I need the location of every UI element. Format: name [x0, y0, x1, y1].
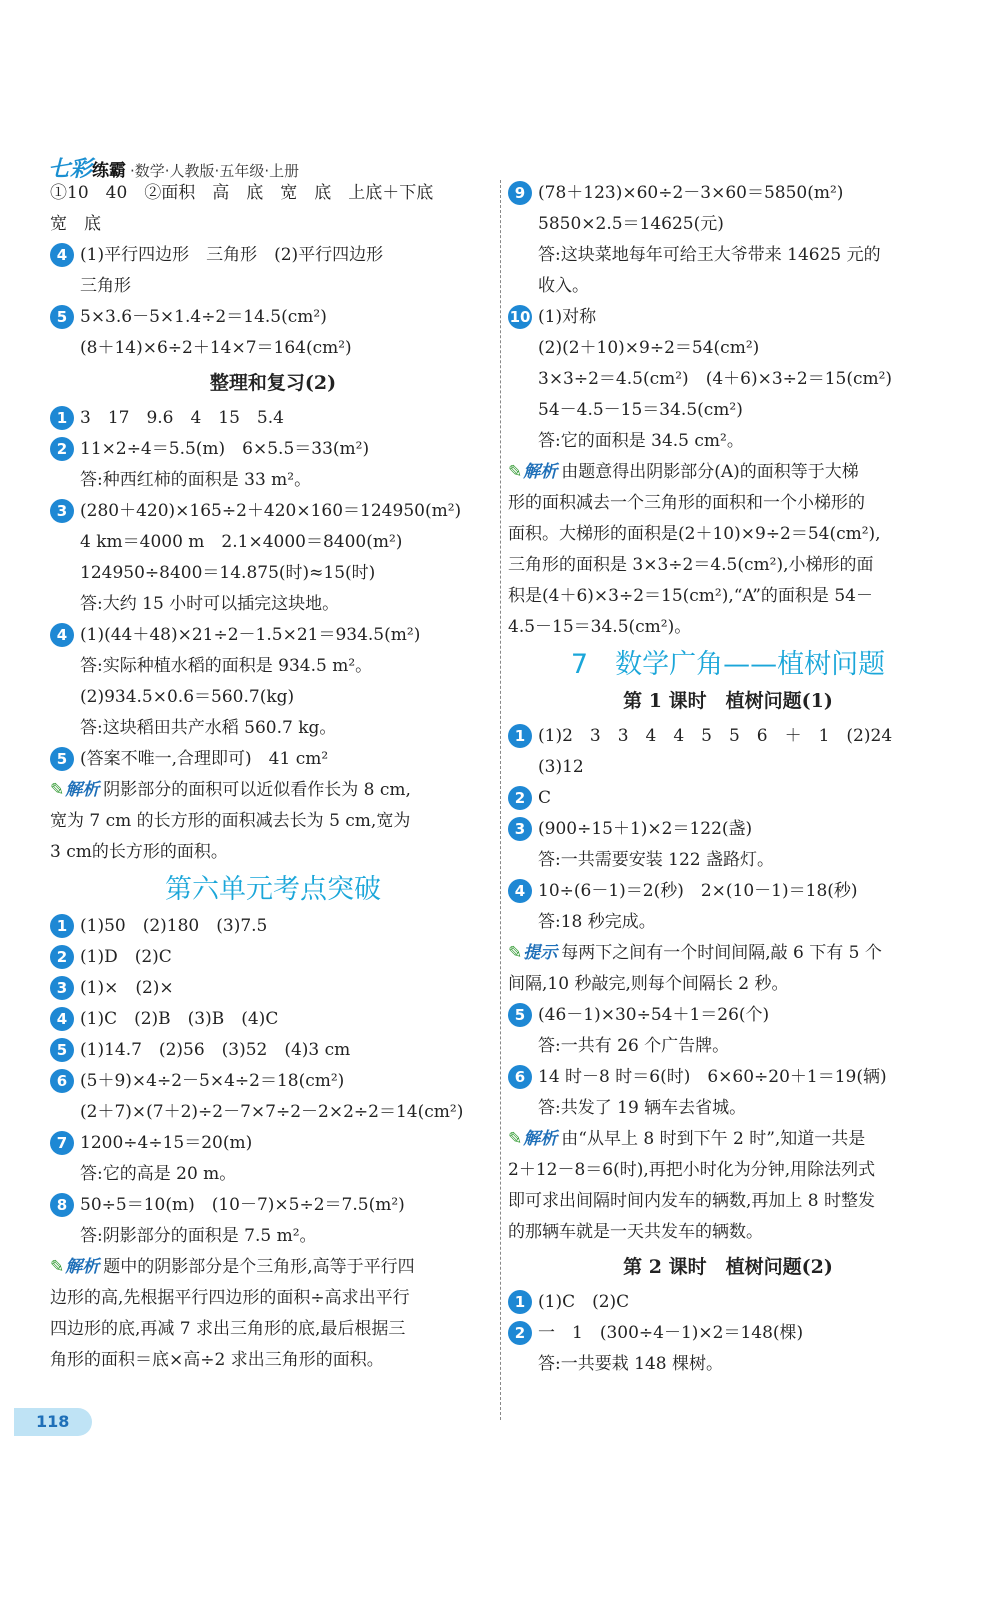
question-number-badge: 10	[508, 305, 532, 329]
answer-line: (3)12	[538, 757, 584, 777]
question-number-badge: 1	[50, 914, 74, 938]
answer-item	[50, 178, 496, 240]
answer-item	[50, 1035, 496, 1066]
answer-item	[50, 942, 496, 973]
answer-line: 答:一共需要安装 122 盏路灯。	[538, 850, 774, 870]
explanation-note	[50, 1252, 496, 1376]
answer-line: 答:阴影部分的面积是 7.5 m²。	[80, 1226, 317, 1246]
page-number: 118	[14, 1408, 92, 1436]
note-text: 由题意得出阴影部分(A)的面积等于大梯	[561, 462, 859, 482]
question-number-badge: 1	[508, 1290, 532, 1314]
note-text: 每两下之间有一个时间间隔,敲 6 下有 5 个	[561, 943, 882, 963]
answer-line: 面积。大梯形的面积是(2＋10)×9÷2＝54(cm²),	[508, 524, 881, 544]
answer-item	[50, 1004, 496, 1035]
lesson-title: 第 2 课时 植树问题(2)	[623, 1256, 833, 1278]
answer-line: (280＋420)×165÷2＋420×160＝124950(m²)	[80, 501, 462, 521]
answer-line	[50, 775, 496, 806]
question-number-badge: 5	[50, 1038, 74, 1062]
brand-name: 练霸	[92, 161, 127, 181]
answer-item	[508, 1318, 948, 1380]
lesson-title: 第 1 课时 植树问题(1)	[623, 690, 833, 712]
answer-line: 11×2÷4＝5.5(m) 6×5.5＝33(m²)	[80, 439, 370, 459]
answer-item	[508, 721, 948, 783]
note-tag: ✎ 提示	[508, 943, 557, 963]
answer-line: (1)× (2)×	[80, 978, 174, 998]
answer-line: 答:18 秒完成。	[538, 912, 656, 932]
answer-line: 答:这块稻田共产水稻 560.7 kg。	[80, 718, 337, 738]
answer-item	[508, 302, 948, 457]
answer-line: (答案不唯一,合理即可) 41 cm²	[80, 749, 329, 769]
answer-line: (1)C (2)B (3)B (4)C	[80, 1009, 279, 1029]
answer-line: 即可求出间隔时间内发车的辆数,再加上 8 时整发	[508, 1191, 876, 1211]
note-text: 阴影部分的面积可以近似看作长为 8 cm,	[103, 780, 411, 800]
question-number-badge: 3	[50, 976, 74, 1000]
answer-line	[508, 457, 948, 488]
answer-item	[508, 876, 948, 938]
answer-line: 5850×2.5＝14625(元)	[538, 214, 724, 234]
question-number-badge: 2	[50, 437, 74, 461]
answer-item	[50, 973, 496, 1004]
answer-line: (78＋123)×60÷2－3×60＝5850(m²)	[538, 183, 844, 203]
answer-line: (1)D (2)C	[80, 947, 172, 967]
answer-line: 答:它的面积是 34.5 cm²。	[538, 431, 744, 451]
right-column	[508, 178, 948, 1380]
answer-line: 三角形的面积是 3×3÷2＝4.5(cm²),小梯形的面	[508, 555, 874, 575]
left-column	[50, 178, 496, 1376]
answer-line: (2)(2＋10)×9÷2＝54(cm²)	[538, 338, 760, 358]
answer-line: 边形的高,先根据平行四边形的面积÷高求出平行	[50, 1288, 410, 1308]
answer-item	[508, 1000, 948, 1062]
answer-line: 角形的面积＝底×高÷2 求出三角形的面积。	[50, 1350, 384, 1370]
answer-line: 124950÷8400＝14.875(时)≈15(时)	[80, 563, 376, 583]
answer-line: (2)934.5×0.6＝560.7(kg)	[80, 687, 295, 707]
answer-line: 答:共发了 19 辆车去省城。	[538, 1098, 747, 1118]
note-text: 由“从早上 8 时到下午 2 时”,知道一共是	[561, 1129, 866, 1149]
answer-line: (46－1)×30÷54＋1＝26(个)	[538, 1005, 770, 1025]
answer-line: 答:大约 15 小时可以插完这块地。	[80, 594, 340, 614]
note-tag: ✎ 解析	[508, 462, 557, 482]
answer-line: 50÷5＝10(m) (10－7)×5÷2＝7.5(m²)	[80, 1195, 405, 1215]
answer-line: (8＋14)×6÷2＋14×7＝164(cm²)	[80, 338, 352, 358]
answer-line: (1)(44＋48)×21÷2－1.5×21＝934.5(m²)	[80, 625, 421, 645]
answer-line: 10÷(6－1)＝2(秒) 2×(10－1)＝18(秒)	[538, 881, 858, 901]
note-tag: ✎ 解析	[50, 1257, 99, 1277]
answer-line: 收入。	[538, 276, 589, 296]
answer-item	[508, 783, 948, 814]
answer-line: 积是(4＋6)×3÷2＝15(cm²),“A”的面积是 54－	[508, 586, 873, 606]
answer-line: 3 cm的长方形的面积。	[50, 842, 228, 862]
explanation-note	[50, 775, 496, 868]
answer-item	[50, 620, 496, 744]
answer-item	[50, 434, 496, 496]
question-number-badge: 4	[50, 623, 74, 647]
answer-item	[508, 814, 948, 876]
answer-line: (1)对称	[538, 307, 597, 327]
answer-line: 的那辆车就是一天共发车的辆数。	[508, 1222, 763, 1242]
answer-line: 3 17 9.6 4 15 5.4	[80, 408, 284, 428]
answer-line: (1)14.7 (2)56 (3)52 (4)3 cm	[80, 1040, 351, 1060]
explanation-note	[508, 457, 948, 643]
question-number-badge: 1	[508, 724, 532, 748]
question-number-badge: 5	[50, 305, 74, 329]
book-info: ·数学·人教版·五年级·上册	[130, 162, 300, 180]
answer-item	[50, 240, 496, 302]
answer-line: 3×3÷2＝4.5(cm²) (4＋6)×3÷2＝15(cm²)	[538, 369, 893, 389]
question-number-badge: 3	[508, 817, 532, 841]
answer-item	[508, 1287, 948, 1318]
answer-item	[50, 496, 496, 620]
explanation-note	[508, 938, 948, 1000]
answer-line	[508, 938, 948, 969]
answer-line: 答:一共有 26 个广告牌。	[538, 1036, 730, 1056]
question-number-badge: 4	[508, 879, 532, 903]
answer-line	[508, 1124, 948, 1155]
answer-item	[50, 911, 496, 942]
answer-item	[508, 178, 948, 302]
question-number-badge: 6	[50, 1069, 74, 1093]
answer-line: 四边形的底,再减 7 求出三角形的底,最后根据三	[50, 1319, 406, 1339]
answer-line: 5×3.6－5×1.4÷2＝14.5(cm²)	[80, 307, 327, 327]
answer-line: 间隔,10 秒敲完,则每个间隔长 2 秒。	[508, 974, 789, 994]
answer-line: 54－4.5－15＝34.5(cm²)	[538, 400, 743, 420]
brand-logo: 七彩	[48, 157, 93, 182]
question-number-badge: 4	[50, 243, 74, 267]
answer-line: (1)50 (2)180 (3)7.5	[80, 916, 268, 936]
answer-line: 答:它的高是 20 m。	[80, 1164, 237, 1184]
answer-line	[50, 1252, 496, 1283]
answer-line: 三角形	[80, 276, 131, 296]
answer-item	[50, 1066, 496, 1128]
note-tag: ✎ 解析	[50, 780, 99, 800]
question-number-badge: 1	[50, 406, 74, 430]
question-number-badge: 9	[508, 181, 532, 205]
answer-line: 形的面积减去一个三角形的面积和一个小梯形的	[508, 493, 865, 513]
answer-item	[50, 1190, 496, 1252]
question-number-badge: 2	[50, 945, 74, 969]
answer-line: 4 km＝4000 m 2.1×4000＝8400(m²)	[80, 532, 403, 552]
section-title: 第六单元考点突破	[165, 874, 381, 905]
answer-line: (1)C (2)C	[538, 1292, 630, 1312]
answer-line: (900÷15＋1)×2＝122(盏)	[538, 819, 753, 839]
answer-item	[50, 1128, 496, 1190]
question-number-badge: 4	[50, 1007, 74, 1031]
question-number-badge: 2	[508, 1321, 532, 1345]
answer-item	[508, 1062, 948, 1124]
question-number-badge: 3	[50, 499, 74, 523]
answer-line: 答:实际种植水稻的面积是 934.5 m²。	[80, 656, 373, 676]
answer-line: ①10 40 ②面积 高 底 宽 底 上底＋下底	[50, 183, 434, 203]
answer-line: 答:这块菜地每年可给王大爷带来 14625 元的	[538, 245, 881, 265]
answer-item	[50, 403, 496, 434]
answer-line: 一 1 (300÷4－1)×2＝148(棵)	[538, 1323, 804, 1343]
answer-line: (1)平行四边形 三角形 (2)平行四边形	[80, 245, 384, 265]
column-divider	[500, 180, 501, 1420]
answer-line: (2＋7)×(7＋2)÷2－7×7÷2－2×2÷2＝14(cm²)	[80, 1102, 464, 1122]
question-number-badge: 5	[508, 1003, 532, 1027]
answer-line: 2＋12－8＝6(时),再把小时化为分钟,用除法列式	[508, 1160, 876, 1180]
answer-line: C	[538, 788, 552, 808]
answer-line: (5＋9)×4÷2－5×4÷2＝18(cm²)	[80, 1071, 345, 1091]
question-number-badge: 8	[50, 1193, 74, 1217]
question-number-badge: 6	[508, 1065, 532, 1089]
answer-line: (1)2 3 3 4 4 5 5 6 ＋ 1 (2)24	[538, 726, 893, 746]
explanation-note	[508, 1124, 948, 1248]
lesson-title: 整理和复习(2)	[209, 372, 337, 394]
question-number-badge: 5	[50, 747, 74, 771]
answer-line: 宽 底	[50, 214, 101, 234]
answer-line: 14 时－8 时＝6(时) 6×60÷20＋1＝19(辆)	[538, 1067, 887, 1087]
answer-line: 答:一共要栽 148 棵树。	[538, 1354, 723, 1374]
answer-line: 1200÷4÷15＝20(m)	[80, 1133, 253, 1153]
answer-item	[50, 302, 496, 364]
note-tag: ✎ 解析	[508, 1129, 557, 1149]
answer-line: 宽为 7 cm 的长方形的面积减去长为 5 cm,宽为	[50, 811, 411, 831]
section-title: 7 数学广角——植树问题	[570, 649, 886, 680]
question-number-badge: 2	[508, 786, 532, 810]
answer-line: 4.5－15＝34.5(cm²)。	[508, 617, 692, 637]
answer-item	[50, 744, 496, 775]
note-text: 题中的阴影部分是个三角形,高等于平行四	[103, 1257, 415, 1277]
answer-line: 答:种西红柿的面积是 33 m²。	[80, 470, 312, 490]
question-number-badge: 7	[50, 1131, 74, 1155]
